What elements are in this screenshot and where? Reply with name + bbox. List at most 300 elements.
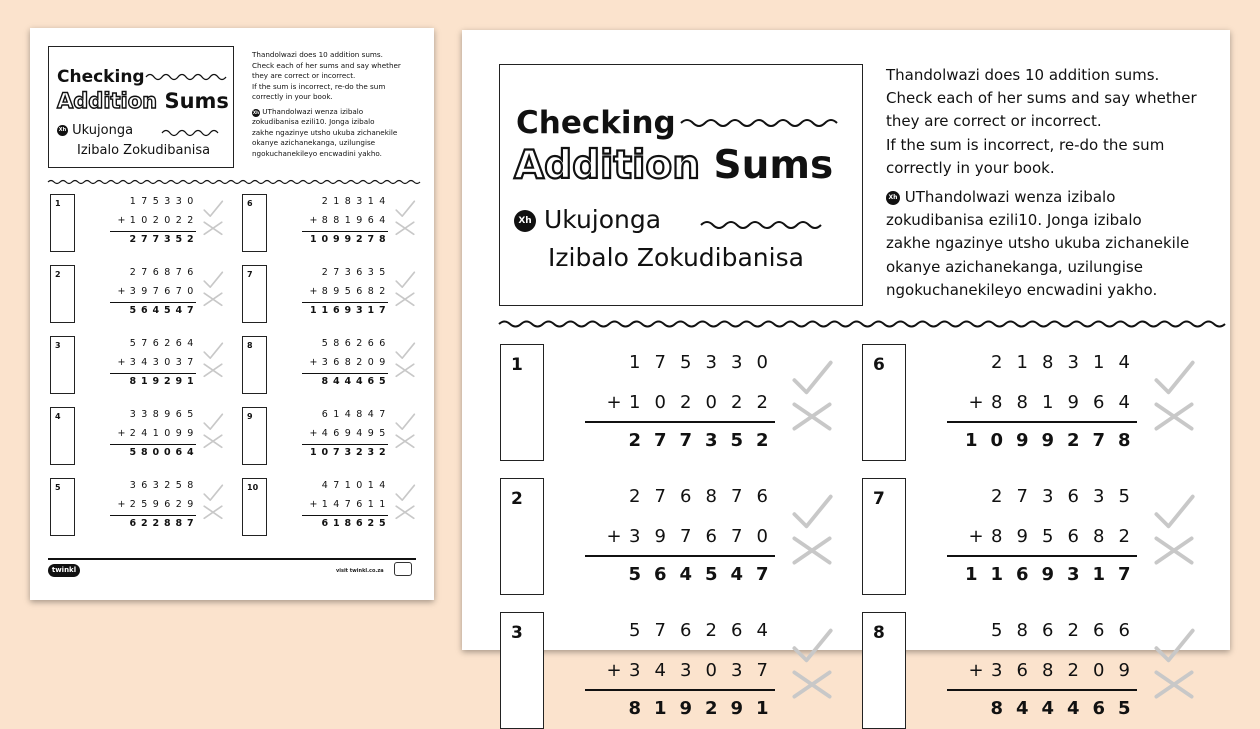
- digit: 6: [333, 357, 340, 368]
- sum-answer: [959, 698, 1138, 719]
- cross-mark-icon: [1152, 400, 1196, 433]
- digit: 2: [379, 286, 386, 297]
- addend-2: [127, 499, 196, 510]
- digit: 5: [175, 480, 182, 491]
- digit: 8: [367, 286, 374, 297]
- digit: 2: [321, 267, 328, 278]
- digit: 9: [175, 376, 183, 387]
- title-box: [48, 46, 234, 168]
- digit: 6: [1093, 620, 1105, 641]
- digit: 2: [186, 234, 194, 245]
- problem-number: 2: [55, 270, 61, 279]
- digit: 1: [129, 196, 136, 207]
- addend-2: [127, 215, 196, 226]
- digit: 3: [175, 196, 182, 207]
- digit: 2: [355, 447, 363, 458]
- digit: 3: [164, 196, 171, 207]
- digit: 2: [704, 698, 718, 719]
- digit: 3: [629, 526, 641, 547]
- sum-answer: [116, 447, 197, 458]
- digit: [308, 267, 320, 278]
- digit: 6: [333, 428, 340, 439]
- instruction-en-5-large: correctly in your book.: [886, 158, 1055, 177]
- digit: 9: [164, 409, 171, 420]
- digit: 7: [186, 305, 194, 316]
- xh-badge-small: Xh: [253, 109, 259, 115]
- digit: 6: [680, 620, 692, 641]
- title-addition-sums-large: [514, 143, 833, 188]
- digit: 8: [321, 215, 328, 226]
- sum-line: [947, 555, 1138, 557]
- problem-number-box: [50, 407, 75, 465]
- digit: 9: [1041, 430, 1055, 451]
- plus-sign: +: [606, 526, 622, 547]
- digit: 1: [152, 428, 159, 439]
- digit: 8: [164, 267, 171, 278]
- digit: [308, 409, 320, 420]
- instruction-en-2-large: Check each of her sums and say whether: [886, 89, 1197, 108]
- sum-answer: [959, 564, 1138, 585]
- digit: 4: [379, 480, 386, 491]
- title-squiggle: [145, 71, 227, 81]
- digit: 5: [175, 234, 183, 245]
- digit: 7: [333, 267, 340, 278]
- digit: 7: [152, 234, 160, 245]
- digit: 4: [187, 338, 194, 349]
- digit: 7: [152, 286, 159, 297]
- problem-number: 3: [55, 341, 61, 350]
- digit: 5: [1042, 526, 1054, 547]
- sum-answer: [308, 376, 389, 387]
- digit: 1: [309, 447, 317, 458]
- digit: 1: [1093, 352, 1105, 373]
- digit: [959, 620, 985, 641]
- sum-line: [110, 302, 197, 303]
- digit: 7: [679, 430, 693, 451]
- digit: [959, 486, 985, 507]
- digit: 6: [1093, 392, 1105, 413]
- digit: [116, 267, 128, 278]
- digit: 8: [1093, 526, 1105, 547]
- digit: 6: [1092, 698, 1106, 719]
- digit: 6: [152, 338, 159, 349]
- instruction-xh-4: okanye azichanekanga, uzilungise: [252, 138, 376, 147]
- digit: 4: [141, 428, 148, 439]
- digit: 7: [367, 234, 375, 245]
- instruction-xh-3-large: zakhe ngazinye utsho ukuba zichanekile: [886, 234, 1190, 253]
- footer-badge-icon: [394, 562, 412, 576]
- tick-mark-icon: [202, 482, 224, 504]
- problem-number-box: [862, 478, 906, 595]
- digit: 6: [1067, 526, 1079, 547]
- addend-2: [319, 286, 388, 297]
- digit: 4: [1041, 698, 1055, 719]
- digit: [959, 352, 985, 373]
- digit: 4: [1066, 698, 1080, 719]
- sum-answer: [308, 234, 389, 245]
- digit: 0: [705, 392, 717, 413]
- digit: 7: [731, 486, 743, 507]
- digit: 2: [628, 430, 642, 451]
- digit: 3: [1066, 564, 1080, 585]
- digit: 7: [140, 234, 148, 245]
- digit: 4: [356, 428, 363, 439]
- digit: 1: [367, 305, 375, 316]
- digit: 4: [730, 564, 744, 585]
- digit: 6: [321, 409, 328, 420]
- digit: 7: [654, 620, 666, 641]
- digit: 3: [129, 286, 136, 297]
- digit: 6: [1016, 660, 1028, 681]
- digit: 6: [141, 480, 148, 491]
- addend-1: [308, 480, 389, 491]
- digit: 8: [152, 409, 159, 420]
- digit: 2: [187, 215, 194, 226]
- instruction-en-4-large: If the sum is incorrect, re-do the sum: [886, 135, 1165, 154]
- instruction-en-3: they are correct or incorrect.: [252, 71, 356, 80]
- digit: 8: [991, 392, 1003, 413]
- cross-mark-icon: [202, 362, 224, 379]
- instruction-en-1-large: Thandolwazi does 10 addition sums.: [886, 66, 1160, 84]
- digit: 4: [355, 376, 363, 387]
- digit: 8: [344, 196, 351, 207]
- digit: 0: [164, 357, 171, 368]
- addend-1: [116, 196, 197, 207]
- digit: 3: [152, 357, 159, 368]
- sum-line: [302, 231, 389, 232]
- title-sums: Sums: [164, 89, 229, 113]
- digit: 6: [680, 486, 692, 507]
- sum-line: [585, 555, 776, 557]
- sum-line: [302, 444, 389, 445]
- tick-mark-icon: [790, 356, 834, 400]
- xhosa-title-large: [514, 205, 661, 234]
- problem-number: 10: [247, 483, 259, 492]
- digit: 9: [367, 428, 374, 439]
- digit: 8: [333, 215, 340, 226]
- digit: 1: [129, 215, 136, 226]
- digit: 6: [175, 447, 183, 458]
- digit: 3: [163, 234, 171, 245]
- digit: 4: [679, 564, 693, 585]
- digit: 0: [756, 352, 768, 373]
- digit: 8: [1016, 620, 1028, 641]
- digit: 8: [991, 526, 1003, 547]
- cross-mark-icon: [1152, 534, 1196, 567]
- addend-2: [984, 392, 1137, 413]
- problem-number-box: [50, 194, 75, 252]
- sum-line: [302, 515, 389, 516]
- digit: 8: [163, 518, 171, 529]
- cross-mark-icon: [394, 504, 416, 521]
- digit: 9: [654, 526, 666, 547]
- digit: 2: [1067, 620, 1079, 641]
- digit: 1: [1016, 352, 1028, 373]
- addend-2: [127, 357, 196, 368]
- digit: 9: [187, 428, 194, 439]
- digit: 7: [141, 267, 148, 278]
- sum-answer: [116, 518, 197, 529]
- tick-mark-icon: [1152, 490, 1196, 534]
- addend-1: [116, 338, 197, 349]
- digit: 1: [140, 376, 148, 387]
- digit: 2: [355, 234, 363, 245]
- digit: 2: [1118, 526, 1130, 547]
- digit: 3: [680, 660, 692, 681]
- digit: 0: [705, 660, 717, 681]
- instructions: [252, 50, 428, 159]
- digit: 6: [356, 286, 363, 297]
- digit: 6: [1015, 564, 1029, 585]
- digit: 4: [344, 376, 352, 387]
- digit: 2: [378, 447, 386, 458]
- plus-sign: +: [117, 286, 126, 297]
- digit: 6: [356, 267, 363, 278]
- addend-1: [597, 486, 776, 507]
- digit: 9: [1067, 392, 1079, 413]
- instruction-xh-5: ngokuchanekileyo encwadini yakho.: [252, 148, 382, 158]
- addend-2: [622, 526, 775, 547]
- tick-mark-icon: [202, 269, 224, 291]
- instructions-large: [886, 64, 1226, 302]
- problem-number: 3: [511, 623, 523, 643]
- sum-line: [947, 421, 1138, 423]
- xh-badge-large: Xh: [514, 210, 536, 232]
- digit: 2: [321, 196, 328, 207]
- digit: 0: [164, 428, 171, 439]
- instruction-xh-2: zokudibanisa ezili10. Jonga izibalo: [252, 117, 375, 126]
- digit: 6: [344, 338, 351, 349]
- digit: 7: [756, 660, 768, 681]
- digit: 3: [705, 352, 717, 373]
- addend-1: [597, 352, 776, 373]
- digit: 3: [1093, 486, 1105, 507]
- digit: 5: [163, 305, 171, 316]
- digit: 9: [333, 286, 340, 297]
- digit: 1: [344, 215, 351, 226]
- plus-sign: +: [606, 392, 622, 413]
- digit: 1: [186, 376, 194, 387]
- problem-number-box: [500, 478, 544, 595]
- instruction-xh-text-1: UThandolwazi wenza izibalo: [262, 106, 364, 116]
- digit: 2: [152, 518, 160, 529]
- digit: [116, 338, 128, 349]
- digit: 3: [344, 447, 352, 458]
- tick-mark-icon: [394, 411, 416, 433]
- problem-number-box: [500, 344, 544, 461]
- instruction-en-2: Check each of her sums and say whether: [252, 60, 401, 70]
- addend-1: [308, 338, 389, 349]
- problem-number: 5: [55, 483, 61, 492]
- digit: 0: [356, 480, 363, 491]
- digit: 2: [356, 338, 363, 349]
- digit: 2: [680, 392, 692, 413]
- title-checking-large: Checking: [516, 105, 676, 141]
- digit: [597, 430, 623, 451]
- digit: 2: [164, 480, 171, 491]
- digit: 7: [186, 518, 194, 529]
- digit: 9: [175, 428, 182, 439]
- title-addition: Addition: [57, 89, 158, 113]
- digit: 7: [755, 564, 769, 585]
- digit: 5: [344, 286, 351, 297]
- digit: 6: [367, 338, 374, 349]
- digit: 2: [731, 392, 743, 413]
- title-addition-large: Addition: [514, 143, 700, 188]
- instruction-en-1: Thandolwazi does 10 addition sums.: [252, 50, 383, 59]
- sum-line: [302, 373, 389, 374]
- addend-2: [319, 357, 388, 368]
- digit: 5: [129, 447, 137, 458]
- digit: [116, 305, 128, 316]
- digit: 2: [367, 518, 375, 529]
- digit: 1: [755, 698, 769, 719]
- digit: 3: [344, 267, 351, 278]
- digit: 4: [379, 196, 386, 207]
- digit: 6: [356, 499, 363, 510]
- digit: 6: [1042, 620, 1054, 641]
- digit: 2: [991, 486, 1003, 507]
- addend-2: [984, 660, 1137, 681]
- digit: 5: [129, 338, 136, 349]
- cross-mark-icon: [790, 400, 834, 433]
- digit: 3: [731, 660, 743, 681]
- xhosa-squiggle: [161, 127, 221, 137]
- digit: 2: [140, 518, 148, 529]
- digit: 0: [152, 447, 160, 458]
- digit: 4: [321, 480, 328, 491]
- instruction-en-3-large: they are correct or incorrect.: [886, 112, 1102, 131]
- digit: 7: [175, 286, 182, 297]
- digit: 6: [367, 215, 374, 226]
- addend-2: [319, 215, 388, 226]
- tick-mark-icon: [394, 198, 416, 220]
- plus-sign: +: [606, 660, 622, 681]
- digit: [959, 698, 985, 719]
- digit: [597, 564, 623, 585]
- digit: [597, 620, 623, 641]
- digit: 4: [1118, 392, 1130, 413]
- digit: 8: [705, 486, 717, 507]
- addend-1: [116, 267, 197, 278]
- digit: 8: [990, 698, 1004, 719]
- addend-1: [959, 486, 1138, 507]
- digit: 6: [164, 499, 171, 510]
- digit: 4: [379, 215, 386, 226]
- digit: 3: [356, 196, 363, 207]
- digit: 2: [152, 215, 159, 226]
- problem-number-box: [50, 478, 75, 536]
- worksheet-thumbnail: [30, 28, 434, 600]
- plus-sign: +: [117, 215, 126, 226]
- digit: 6: [379, 338, 386, 349]
- digit: [116, 409, 128, 420]
- digit: 2: [129, 234, 137, 245]
- digit: 2: [164, 338, 171, 349]
- title-addition-sums: [57, 89, 229, 113]
- sum-line: [947, 689, 1138, 691]
- digit: [597, 698, 623, 719]
- sum-line: [110, 373, 197, 374]
- digit: 9: [730, 698, 744, 719]
- divider-wave-large: [499, 316, 1207, 332]
- digit: 4: [1015, 698, 1029, 719]
- title-sums-large: Sums: [713, 143, 834, 188]
- digit: 7: [332, 447, 340, 458]
- digit: 8: [628, 698, 642, 719]
- plus-sign: +: [968, 526, 984, 547]
- digit: 6: [731, 620, 743, 641]
- instruction-xh-5-large: ngokuchanekileyo encwadini yakho.: [886, 280, 1158, 299]
- digit: 6: [175, 338, 182, 349]
- digit: 9: [152, 499, 159, 510]
- xhosa-squiggle-large: [700, 217, 820, 231]
- instruction-xh-3: zakhe ngazinye utsho ukuba zichanekile: [252, 127, 398, 137]
- digit: 7: [1117, 564, 1131, 585]
- digit: 7: [1092, 430, 1106, 451]
- cross-mark-icon: [394, 362, 416, 379]
- digit: 6: [705, 526, 717, 547]
- addend-2: [127, 286, 196, 297]
- digit: 0: [990, 430, 1004, 451]
- digit: 6: [367, 376, 375, 387]
- problem-number-box: [242, 194, 267, 252]
- digit: 1: [332, 518, 340, 529]
- sum-answer: [308, 305, 389, 316]
- digit: [597, 352, 623, 373]
- digit: 8: [344, 357, 351, 368]
- tick-mark-icon: [1152, 356, 1196, 400]
- problem-number-box: [242, 478, 267, 536]
- problem-number: 2: [511, 489, 523, 509]
- tick-mark-icon: [790, 624, 834, 668]
- digit: 0: [163, 447, 171, 458]
- digit: 8: [344, 518, 352, 529]
- problem-number: 6: [247, 199, 253, 208]
- addend-1: [116, 409, 197, 420]
- digit: 8: [321, 286, 328, 297]
- addend-2: [319, 428, 388, 439]
- instruction-xh-1: [252, 107, 428, 118]
- problem-number-box: [862, 612, 906, 729]
- tick-mark-icon: [394, 482, 416, 504]
- digit: 0: [367, 357, 374, 368]
- digit: 6: [756, 486, 768, 507]
- footer-rule: [48, 558, 416, 560]
- tick-mark-icon: [202, 411, 224, 433]
- problem-number-box: [242, 265, 267, 323]
- digit: 1: [367, 499, 374, 510]
- digit: 4: [1118, 352, 1130, 373]
- title-checking: Checking: [57, 67, 145, 87]
- sum-line: [110, 515, 197, 516]
- cross-mark-icon: [394, 291, 416, 308]
- digit: 6: [321, 518, 329, 529]
- digit: 9: [141, 286, 148, 297]
- digit: 3: [629, 660, 641, 681]
- digit: 2: [175, 215, 182, 226]
- digit: 6: [187, 267, 194, 278]
- addend-2: [622, 392, 775, 413]
- digit: 1: [309, 234, 317, 245]
- digit: 1: [964, 430, 978, 451]
- addend-1: [308, 409, 389, 420]
- digit: 6: [152, 267, 159, 278]
- digit: 9: [187, 499, 194, 510]
- digit: [116, 518, 128, 529]
- digit: 5: [129, 305, 137, 316]
- digit: 8: [356, 409, 363, 420]
